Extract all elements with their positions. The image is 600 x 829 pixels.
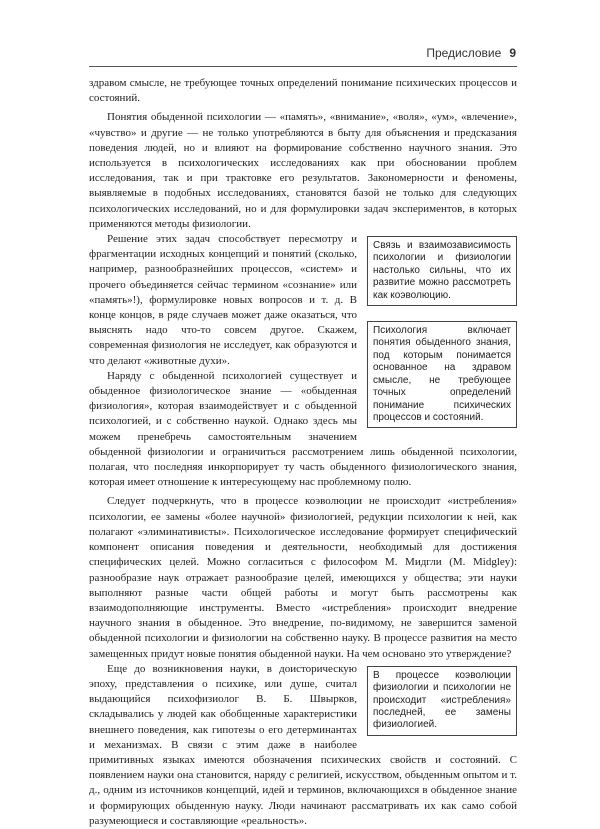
paragraph: Понятия обыденной психологии — «память», «внимание», «воля», «ум», «влечение», «чувство» и другие — не только употребляются в быту для объяснения и предсказания поведения людей, но и влияют на формирование собственно научного знания. Это используется в психологических исследованиях как при обосновании проблем исследования, так и при трактовке его результатов. Закономерности и феномены, выявляемые в подобных исследованиях, становятся базой не только для следующих психологических исследований, но и для формулировки задач экспериментов, в которых применяются методы физиологии.: [89, 111, 517, 230]
running-header: [426, 46, 516, 60]
paragraph: здравом смысле, не требующее точных определений понимание психических процессов и состояний.: [89, 77, 517, 105]
paragraph: Еще до возникновения науки, в доисторическую эпоху, представления о психике, или душе, считал выдающийся психофизиолог В. Б. Швырков, складывались у людей как обобщенные характеристики внешнего поведения, как гипотезы о его детерминантах и механизмах. В связи с этим даже в наиболее примитивных языках имеются обозначения психических свойств и состояний. С появлением науки она становится, наряду с религией, искусством, обыденным опытом и т. д., одним из источников концепций, идей и терминов, включающихся в обыденное знание и формирующих обыденную науку. Люди начинают рассматривать их как само собой разумеющиеся и составляющие «реальность».: [89, 662, 517, 827]
paragraph: Решение этих задач способствует пересмотру и фрагментации исходных концепций и понятий (сколько, например, разнообразнейших процессов, «систем» и прочего объединяется сейчас термином «сознание» или «память»!), формулировке новых вопросов и т. д. В конце концов, в ряде случаев может даже оказаться, что выяснять надо что-то совсем другое. Скажем, современная физиология не исследует, как образуются и что делают «животные духи».: [89, 233, 357, 367]
section-title: Предисловие: [426, 46, 502, 60]
header-rule: [89, 66, 517, 67]
page-number: 9: [509, 46, 516, 60]
paragraph: Наряду с обыденной психологией существует и обыденное физиологическое знание — «обыденная физиология», которая взаимодействует и с обыденной психологией, и с собственно наукой. Однако здесь мы можем пренебречь самостоятельным значением обыденной физиологии и ограничиться рассмотрением лишь обыденной психологии, полагая, что последняя инкорпорирует ту часть обыденного физиологического знания, которая имеет отношение к интересующему нас проблемному полю.: [89, 369, 517, 489]
sidebar-note: Связь и взаимозависимость психологии и физиологии настолько сильны, что их развитие можно рассмотреть как коэволюцию.: [367, 236, 517, 306]
paragraph: Следует подчеркнуть, что в процессе коэволюции не происходит «истребления» психологии, ее замены «более научной» физиологией, редукции психологии к ней, как полагают «элиминативисты». Психологическое исследование формирует специфический компонент описания поведения и деятельности, необходимый для достижения специфических целей. Можно согласиться с философом М. Мидгли (M. Midgley): разнообразие наук отражает разнообразие целей, имеющихся у общества; эти науки выполняют разные части общей работы и могут быть рассмотрены как взаимодополняющие инструменты. Вместо «истребления» происходит внедрение научного знания в обыденное. Это внедрение, по-видимому, не завершится заменой обыденной психологии и физиологии на собственно науку. В процессе развития на место замещенных придут новые понятия обыденной науки. На чем основано это утверждение?: [89, 495, 517, 660]
sidebar-note: В процессе коэволюции физиологии и психологии не происходит «истребления» последней, ее замены физиологией.: [367, 666, 517, 736]
sidebar-note: Психология включает понятия обыденного знания, под которым понимается основанное на здравом смысле, не требующее точных определений понимание психических процессов и состояний.: [367, 321, 517, 428]
main-text: [89, 76, 517, 829]
